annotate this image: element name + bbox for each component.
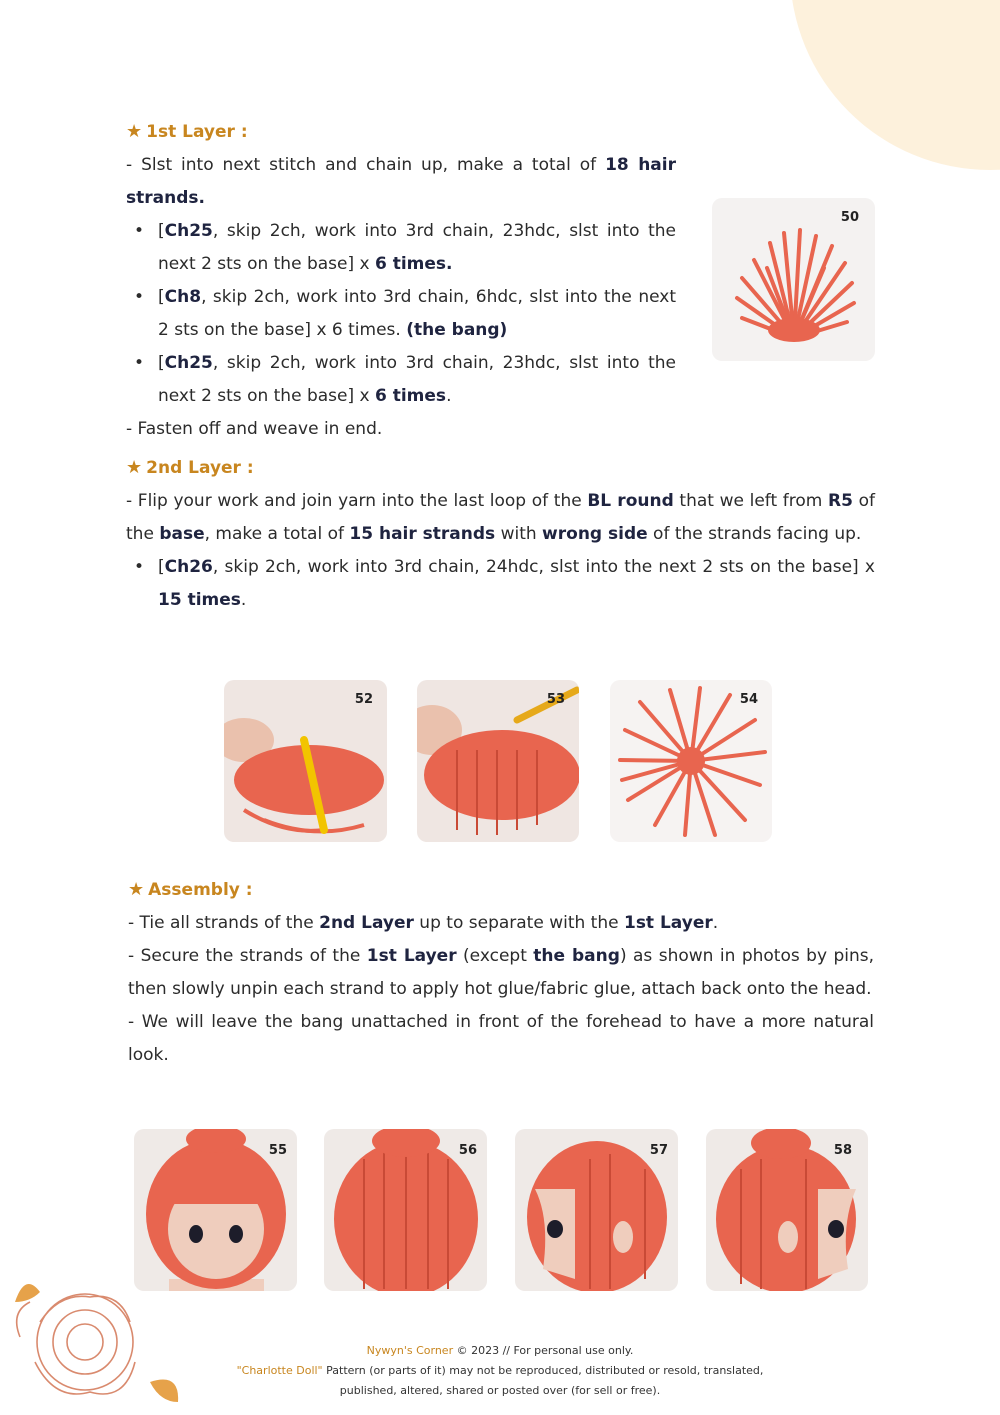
list-item: • [Ch26, skip 2ch, work into 3rd chain, 24hdc, slst into the next 2 sts on the base] x 15 times.: [126, 551, 875, 617]
list-item: • [Ch8, skip 2ch, work into 3rd chain, 6hdc, slst into the next 2 sts on the base] x 6 times. (the bang): [126, 281, 676, 347]
section-assembly: [128, 873, 874, 1072]
star-icon: ★: [128, 879, 145, 900]
intro-paragraph: - Slst into next stitch and chain up, make a total of 18 hair strands.: [126, 155, 676, 208]
photo-number: 53: [546, 692, 565, 707]
heading-1st-layer: ★ 1st Layer :: [126, 121, 248, 142]
star-icon: ★: [126, 121, 143, 142]
footer: [0, 1341, 1000, 1401]
photo-57: [515, 1129, 678, 1291]
photo-number: 52: [354, 692, 373, 707]
paragraph: - Secure the strands of the 1st Layer (except the bang) as shown in photos by pins, then slowly unpin each strand to apply hot glue/fabric glue, attach back onto the head.: [128, 946, 874, 999]
photo-number: 50: [840, 210, 859, 225]
star-icon: ★: [126, 457, 143, 478]
corner-decoration: [790, 0, 1000, 170]
section-2nd-layer: [126, 451, 875, 617]
paragraph: - Flip your work and join yarn into the last loop of the BL round that we left from R5 of the base, make a total of 15 hair strands with wrong side of the strands facing up.: [126, 491, 875, 544]
list-item: • [Ch25, skip 2ch, work into 3rd chain, 23hdc, slst into the next 2 sts on the base] x 6 times.: [126, 215, 676, 281]
photo-52: [224, 680, 387, 842]
fasten-off-text: - Fasten off and weave in end.: [126, 419, 383, 439]
heading-2nd-layer: ★ 2nd Layer :: [126, 457, 254, 478]
photo-50: [712, 198, 875, 361]
photo-number: 55: [268, 1143, 287, 1158]
photo-number: 58: [833, 1143, 852, 1158]
photo-53: [417, 680, 579, 842]
photo-56: [324, 1129, 487, 1291]
photo-number: 54: [739, 692, 758, 707]
footer-line-1: Nywyn's Corner © 2023 // For personal use only.: [366, 1344, 634, 1357]
footer-line-2: "Charlotte Doll" Pattern (or parts of it) may not be reproduced, distributed or resold, translated,: [236, 1364, 764, 1377]
photo-58: [706, 1129, 868, 1291]
paragraph: - We will leave the bang unattached in front of the forehead to have a more natural look.: [128, 1012, 874, 1065]
list-item: • [Ch25, skip 2ch, work into 3rd chain, 23hdc, slst into the next 2 sts on the base] x 6 times.: [126, 347, 676, 413]
heading-assembly: ★ Assembly :: [128, 879, 253, 900]
photo-number: 56: [458, 1143, 477, 1158]
paragraph: - Tie all strands of the 2nd Layer up to separate with the 1st Layer.: [128, 913, 719, 933]
photo-number: 57: [649, 1143, 668, 1158]
section-1st-layer: [126, 115, 676, 446]
photo-54: [610, 680, 772, 842]
footer-line-3: published, altered, shared or posted over (for sell or free).: [339, 1384, 661, 1397]
